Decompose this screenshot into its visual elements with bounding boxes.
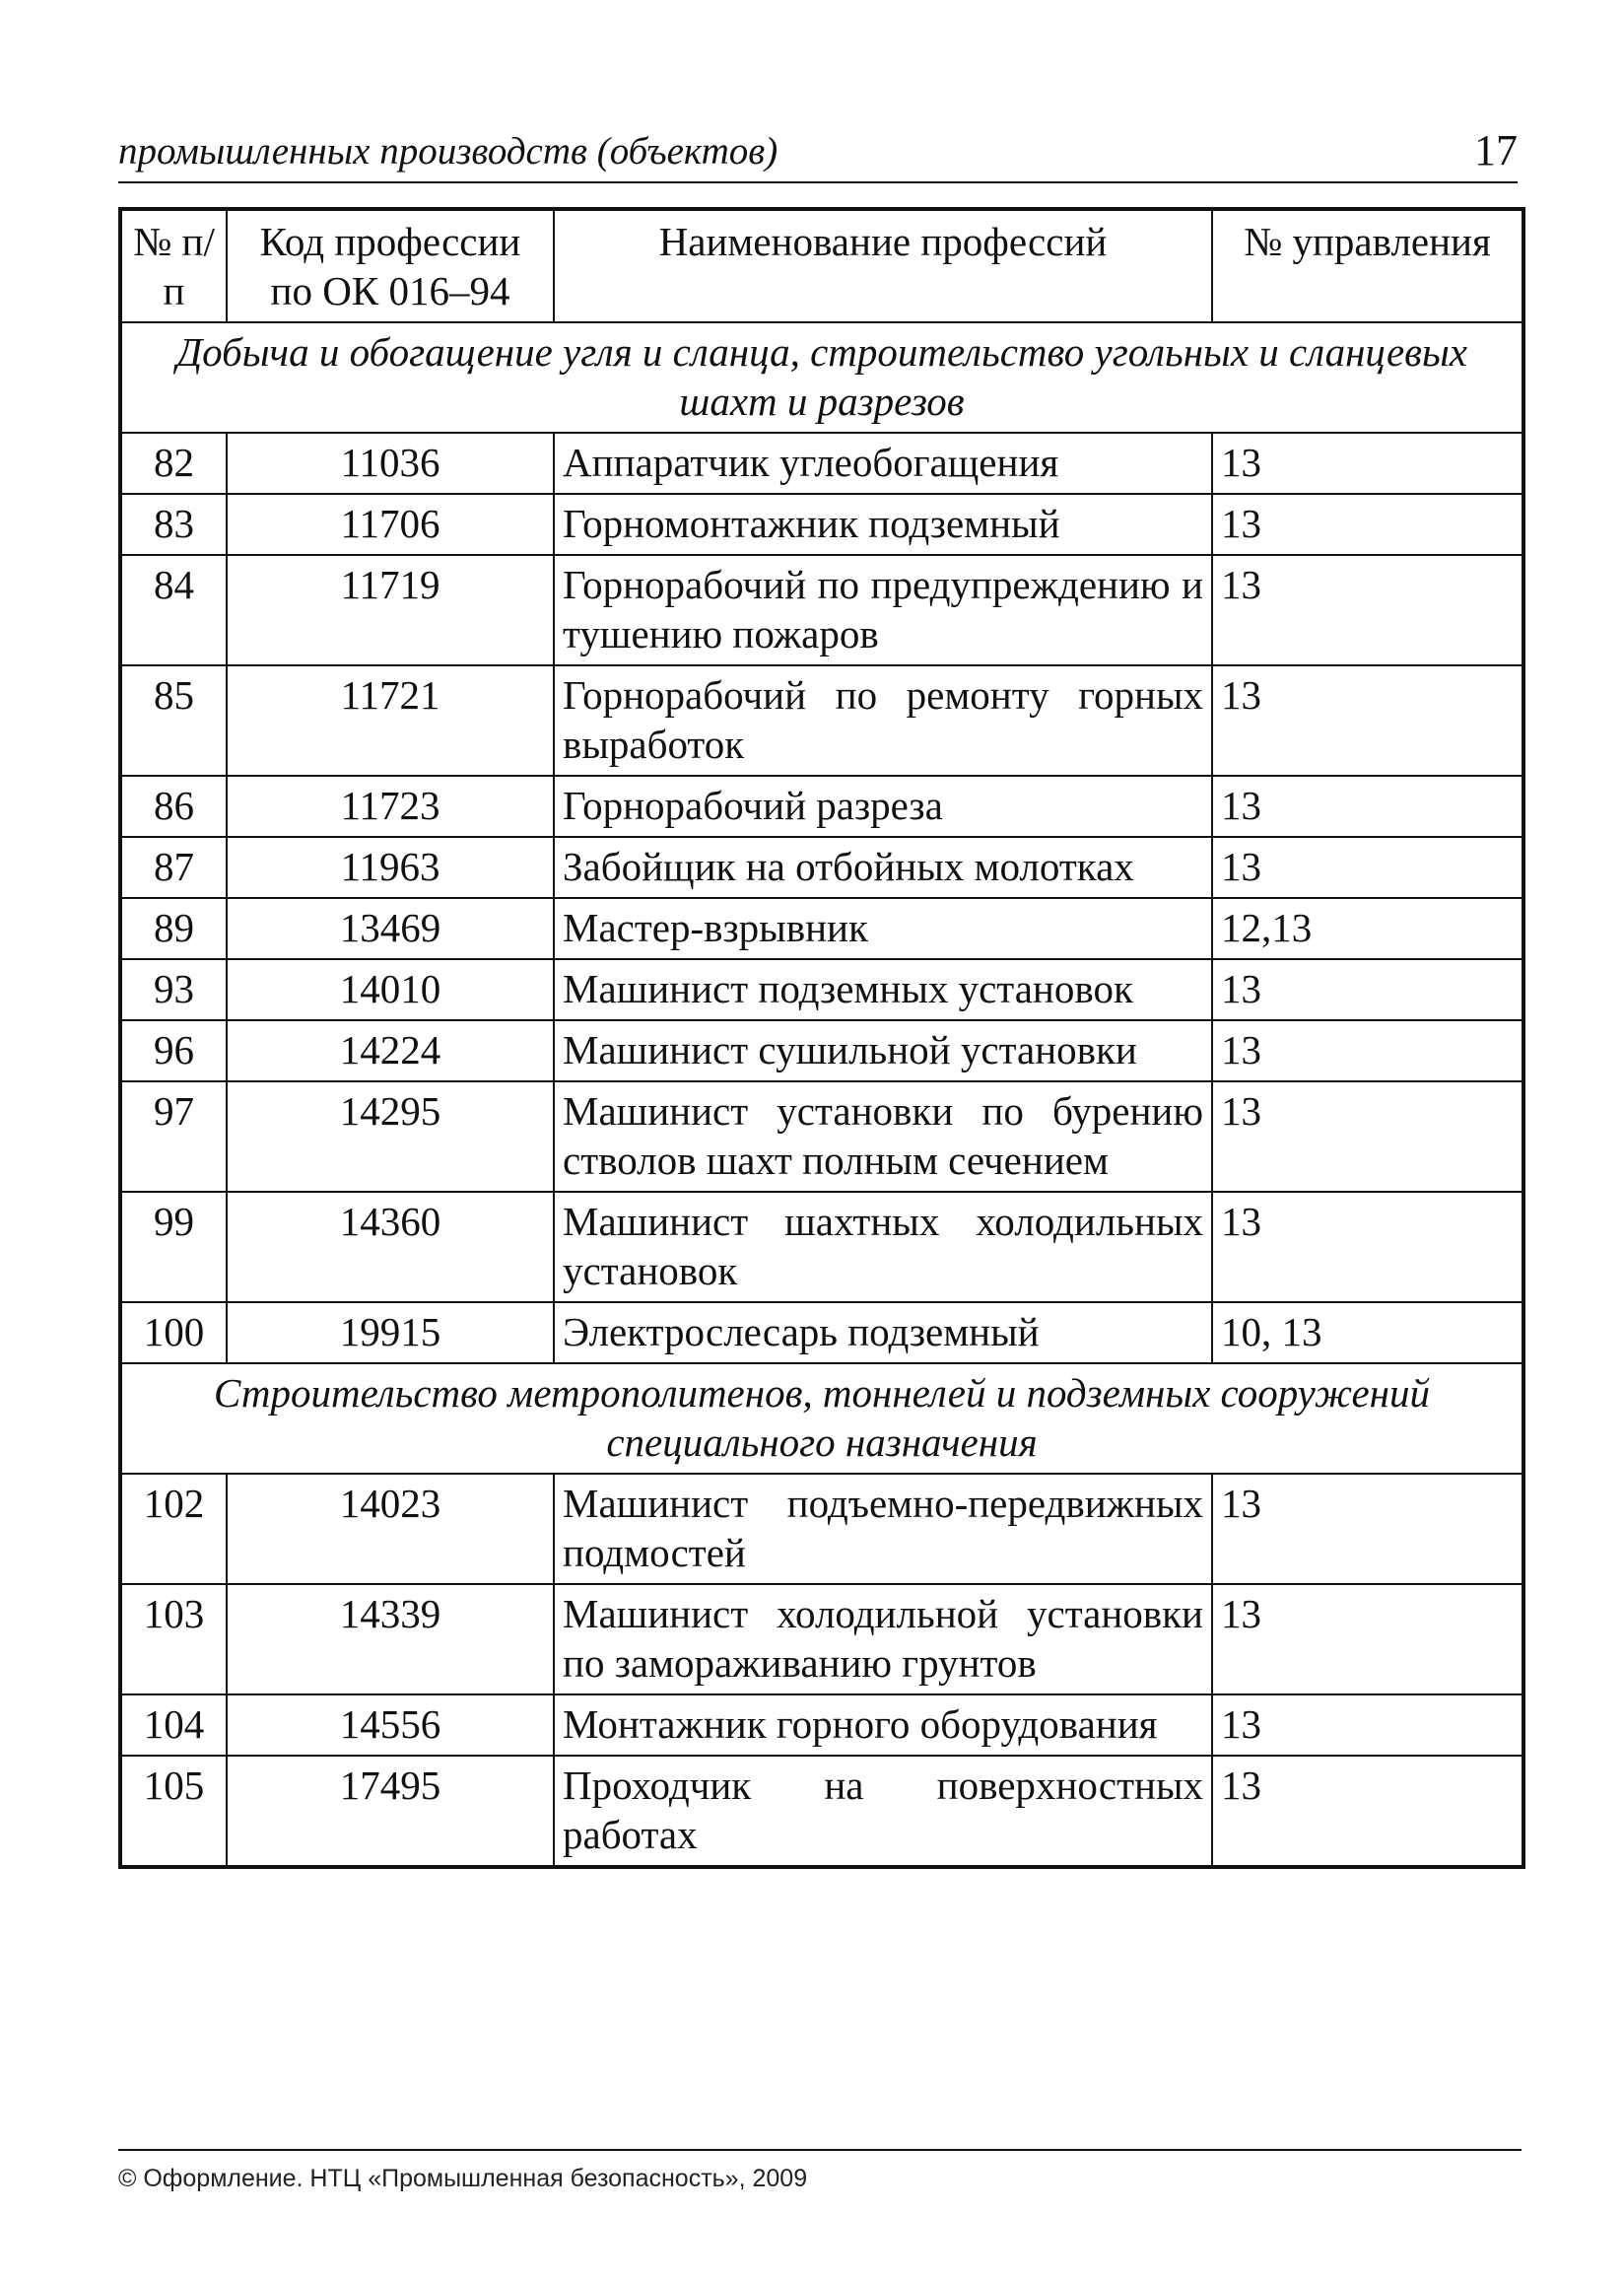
table-row bbox=[120, 1474, 1523, 1584]
profession-name-cell: Горнорабочий по предупреждению и тушению пожаров bbox=[554, 555, 1212, 665]
profession-name-cell: Забойщик на отбойных молотках bbox=[554, 837, 1212, 898]
profession-code-cell: 11963 bbox=[227, 837, 554, 898]
footer-divider bbox=[118, 2149, 1522, 2151]
header-row bbox=[120, 209, 1523, 322]
profession-code-cell: 14360 bbox=[227, 1192, 554, 1302]
section-heading: Строительство метрополитенов, тоннелей и подземных сооружений специального назначения bbox=[120, 1363, 1523, 1474]
table-row bbox=[120, 433, 1523, 494]
department-number-cell: 13 bbox=[1212, 776, 1523, 837]
profession-name-cell: Электрослесарь подземный bbox=[554, 1302, 1212, 1363]
column-header-department: № управления bbox=[1212, 209, 1523, 322]
department-number-cell: 13 bbox=[1212, 665, 1523, 776]
department-number-cell: 13 bbox=[1212, 1694, 1523, 1756]
profession-name-cell: Машинист холодильной установки по замораживанию грунтов bbox=[554, 1584, 1212, 1694]
table-row bbox=[120, 1584, 1523, 1694]
department-number-cell: 10, 13 bbox=[1212, 1302, 1523, 1363]
profession-code-cell: 17495 bbox=[227, 1756, 554, 1867]
profession-name-cell: Горнорабочий по ремонту горных выработок bbox=[554, 665, 1212, 776]
section-row bbox=[120, 1363, 1523, 1474]
table-row bbox=[120, 665, 1523, 776]
table-row bbox=[120, 1694, 1523, 1756]
running-header bbox=[118, 122, 1518, 183]
profession-code-cell: 14010 bbox=[227, 959, 554, 1020]
profession-code-cell: 13469 bbox=[227, 898, 554, 959]
department-number-cell: 13 bbox=[1212, 1756, 1523, 1867]
table-row bbox=[120, 1081, 1523, 1192]
profession-code-cell: 14224 bbox=[227, 1020, 554, 1081]
profession-code-cell: 11706 bbox=[227, 494, 554, 555]
row-number-cell: 89 bbox=[120, 898, 227, 959]
department-number-cell: 13 bbox=[1212, 959, 1523, 1020]
row-number-cell: 96 bbox=[120, 1020, 227, 1081]
table-header bbox=[120, 209, 1523, 322]
department-number-cell: 13 bbox=[1212, 433, 1523, 494]
table-row bbox=[120, 898, 1523, 959]
profession-name-cell: Машинист подземных установок bbox=[554, 959, 1212, 1020]
profession-name-cell: Аппаратчик углеобогащения bbox=[554, 433, 1212, 494]
profession-code-cell: 11719 bbox=[227, 555, 554, 665]
profession-name-cell: Горнорабочий разреза bbox=[554, 776, 1212, 837]
column-header-name: Наименование профессий bbox=[554, 209, 1212, 322]
row-number-cell: 104 bbox=[120, 1694, 227, 1756]
footer-copyright: © Оформление. НТЦ «Промышленная безопасность», 2009 bbox=[118, 2165, 808, 2192]
profession-name-cell: Машинист шахтных холодильных установок bbox=[554, 1192, 1212, 1302]
row-number-cell: 105 bbox=[120, 1756, 227, 1867]
page-number: 17 bbox=[1474, 126, 1518, 174]
department-number-cell: 13 bbox=[1212, 1020, 1523, 1081]
row-number-cell: 87 bbox=[120, 837, 227, 898]
row-number-cell: 100 bbox=[120, 1302, 227, 1363]
department-number-cell: 13 bbox=[1212, 1474, 1523, 1584]
profession-name-cell: Монтажник горного оборудования bbox=[554, 1694, 1212, 1756]
profession-code-cell: 11036 bbox=[227, 433, 554, 494]
table-row bbox=[120, 1302, 1523, 1363]
profession-code-cell: 11723 bbox=[227, 776, 554, 837]
department-number-cell: 12,13 bbox=[1212, 898, 1523, 959]
row-number-cell: 82 bbox=[120, 433, 227, 494]
row-number-cell: 84 bbox=[120, 555, 227, 665]
department-number-cell: 13 bbox=[1212, 494, 1523, 555]
section-row bbox=[120, 322, 1523, 433]
profession-code-cell: 14556 bbox=[227, 1694, 554, 1756]
table-row bbox=[120, 555, 1523, 665]
row-number-cell: 86 bbox=[120, 776, 227, 837]
table-row bbox=[120, 1756, 1523, 1867]
row-number-cell: 97 bbox=[120, 1081, 227, 1192]
table-row bbox=[120, 1192, 1523, 1302]
profession-name-cell: Машинист сушильной установки bbox=[554, 1020, 1212, 1081]
table-row bbox=[120, 776, 1523, 837]
row-number-cell: 93 bbox=[120, 959, 227, 1020]
column-header-code: Код профессии по ОК 016–94 bbox=[227, 209, 554, 322]
section-heading: Добыча и обогащение угля и сланца, строительство угольных и сланцевых шахт и разрезов bbox=[120, 322, 1523, 433]
row-number-cell: 85 bbox=[120, 665, 227, 776]
row-number-cell: 83 bbox=[120, 494, 227, 555]
section-title: промышленных производств (объектов) bbox=[118, 130, 778, 173]
profession-code-cell: 14339 bbox=[227, 1584, 554, 1694]
table-row bbox=[120, 1020, 1523, 1081]
table-row bbox=[120, 494, 1523, 555]
profession-code-cell: 14295 bbox=[227, 1081, 554, 1192]
table-body bbox=[120, 322, 1523, 1867]
profession-name-cell: Горномонтажник подземный bbox=[554, 494, 1212, 555]
profession-code-cell: 14023 bbox=[227, 1474, 554, 1584]
table-row bbox=[120, 837, 1523, 898]
profession-name-cell: Проходчик на поверхностных работах bbox=[554, 1756, 1212, 1867]
department-number-cell: 13 bbox=[1212, 1584, 1523, 1694]
profession-name-cell: Машинист подъемно-передвижных подмостей bbox=[554, 1474, 1212, 1584]
department-number-cell: 13 bbox=[1212, 837, 1523, 898]
row-number-cell: 103 bbox=[120, 1584, 227, 1694]
row-number-cell: 99 bbox=[120, 1192, 227, 1302]
professions-table bbox=[118, 207, 1525, 1869]
table-row bbox=[120, 959, 1523, 1020]
department-number-cell: 13 bbox=[1212, 1192, 1523, 1302]
row-number-cell: 102 bbox=[120, 1474, 227, 1584]
profession-code-cell: 19915 bbox=[227, 1302, 554, 1363]
profession-name-cell: Мастер-взрывник bbox=[554, 898, 1212, 959]
department-number-cell: 13 bbox=[1212, 555, 1523, 665]
profession-code-cell: 11721 bbox=[227, 665, 554, 776]
department-number-cell: 13 bbox=[1212, 1081, 1523, 1192]
column-header-number: № п/п bbox=[120, 209, 227, 322]
profession-name-cell: Машинист установки по бурению стволов шахт полным сечением bbox=[554, 1081, 1212, 1192]
